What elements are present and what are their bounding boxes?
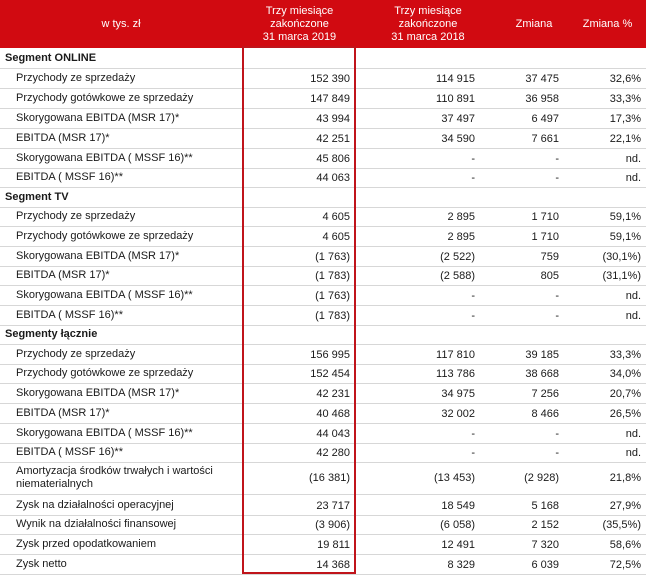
row-label: Skorygowana EBITDA (MSR 17)* — [16, 250, 180, 262]
value-q1-2018: 32 002 — [441, 407, 475, 420]
table-row — [0, 515, 646, 535]
value-q1-2018: 12 491 — [441, 538, 475, 551]
table-header — [0, 0, 646, 48]
section-row — [0, 325, 646, 345]
value-q1-2018: 37 497 — [441, 112, 475, 125]
value-q1-2019: 14 368 — [316, 558, 350, 571]
value-q1-2019: 19 811 — [317, 538, 350, 551]
section-row — [0, 49, 646, 69]
value-change-pct: 33,3% — [609, 348, 641, 361]
value-change: - — [555, 171, 559, 184]
table-row — [0, 345, 646, 365]
section-title: Segment TV — [5, 191, 69, 203]
section-title: Segmenty łącznie — [5, 328, 98, 340]
value-change: 8 466 — [531, 407, 559, 420]
value-q1-2019: 156 995 — [310, 348, 350, 361]
value-change-pct: 72,5% — [609, 558, 641, 571]
value-change: - — [555, 427, 559, 440]
header-change: Zmiana — [515, 17, 553, 30]
table-row — [0, 424, 646, 444]
value-q1-2018: 110 891 — [436, 92, 475, 105]
value-change: 7 256 — [531, 387, 559, 400]
table-row — [0, 364, 646, 384]
value-change-pct: (35,5%) — [602, 518, 641, 531]
value-q1-2019: 42 280 — [316, 446, 350, 459]
value-q1-2018: 8 329 — [447, 558, 475, 571]
value-change: 37 475 — [525, 72, 559, 85]
value-q1-2019: 152 390 — [310, 72, 350, 85]
header-change-pct: Zmiana % — [582, 17, 633, 30]
table-row — [0, 69, 646, 89]
value-q1-2018: - — [471, 446, 475, 459]
value-q1-2019: (1 783) — [315, 269, 350, 282]
value-q1-2019: 4 605 — [322, 230, 350, 243]
value-change-pct: 17,3% — [609, 112, 641, 125]
table-row — [0, 247, 646, 267]
row-label: Amortyzacja środków trwałych i wartości niematerialnych — [16, 465, 213, 490]
table-row — [0, 266, 646, 286]
value-q1-2019: 152 454 — [310, 367, 350, 380]
value-change: 36 958 — [525, 92, 559, 105]
table-row — [0, 443, 646, 463]
table-row — [0, 227, 646, 247]
value-change-pct: 59,1% — [609, 230, 641, 243]
value-change-pct: 58,6% — [609, 538, 641, 551]
value-change-pct: 26,5% — [609, 407, 641, 420]
value-q1-2019: 44 063 — [316, 171, 350, 184]
value-q1-2019: 45 806 — [316, 152, 350, 165]
value-q1-2018: - — [471, 171, 475, 184]
value-q1-2019: (1 783) — [315, 309, 350, 322]
row-label: Przychody gotówkowe ze sprzedaży — [16, 367, 194, 379]
value-change-pct: 22,1% — [609, 132, 641, 145]
value-q1-2018: - — [471, 152, 475, 165]
value-q1-2018: 34 590 — [441, 132, 475, 145]
row-label: EBITDA (MSR 17)* — [16, 407, 110, 419]
value-change-pct: nd. — [625, 152, 641, 165]
value-change-pct: 34,0% — [609, 367, 641, 380]
value-q1-2019: 42 251 — [316, 132, 350, 145]
row-label: Przychody ze sprzedaży — [16, 210, 136, 222]
value-change: 6 039 — [531, 558, 559, 571]
value-q1-2019: 23 717 — [316, 499, 350, 512]
value-change: - — [555, 309, 559, 322]
value-q1-2018: - — [471, 427, 475, 440]
value-q1-2019: (3 906) — [315, 518, 350, 531]
row-label: Zysk przed opodatkowaniem — [16, 538, 157, 550]
value-change: 759 — [540, 250, 559, 263]
table-row — [0, 286, 646, 306]
row-label: EBITDA ( MSSF 16)** — [16, 171, 123, 183]
table-row — [0, 555, 646, 575]
row-label: Zysk netto — [16, 558, 67, 570]
header-q1-2019: Trzy miesiące zakończone 31 marca 2019 — [262, 4, 337, 43]
row-label: EBITDA ( MSSF 16)** — [16, 309, 123, 321]
value-change: 1 710 — [531, 210, 559, 223]
value-change: 805 — [540, 269, 559, 282]
value-change-pct: nd. — [625, 171, 641, 184]
value-change: 6 497 — [531, 112, 559, 125]
table-row — [0, 149, 646, 169]
value-q1-2019: (16 381) — [309, 472, 350, 484]
value-change-pct: 20,7% — [609, 387, 641, 400]
value-change-pct: 32,6% — [609, 72, 641, 85]
value-change: 7 661 — [531, 132, 559, 145]
value-q1-2019: (1 763) — [315, 289, 350, 302]
section-title: Segment ONLINE — [5, 52, 97, 64]
row-label: Przychody ze sprzedaży — [16, 72, 136, 84]
table-row — [0, 384, 646, 404]
section-row — [0, 188, 646, 208]
value-change-pct: nd. — [625, 309, 641, 322]
value-q1-2019: 44 043 — [316, 427, 350, 440]
value-q1-2018: (13 453) — [434, 472, 475, 484]
row-label: Skorygowana EBITDA ( MSSF 16)** — [16, 289, 193, 301]
row-label: Skorygowana EBITDA ( MSSF 16)** — [16, 152, 193, 164]
value-change: 38 668 — [525, 367, 559, 380]
value-q1-2018: 2 895 — [447, 230, 475, 243]
row-label: Przychody gotówkowe ze sprzedaży — [16, 92, 194, 104]
value-q1-2018: (2 522) — [440, 250, 475, 263]
value-q1-2019: 42 231 — [316, 387, 350, 400]
table-row — [0, 129, 646, 149]
row-label: Skorygowana EBITDA ( MSSF 16)** — [16, 427, 193, 439]
table-row — [0, 462, 646, 495]
value-q1-2018: - — [471, 289, 475, 302]
value-change: - — [555, 152, 559, 165]
table-row — [0, 306, 646, 326]
table-row — [0, 404, 646, 424]
value-q1-2019: 4 605 — [322, 210, 350, 223]
row-label: Zysk na działalności operacyjnej — [16, 499, 174, 511]
value-change-pct: (30,1%) — [602, 250, 641, 263]
value-change: 5 168 — [531, 499, 559, 512]
row-label: EBITDA (MSR 17)* — [16, 269, 110, 281]
value-q1-2018: 114 915 — [436, 72, 475, 85]
table-row — [0, 207, 646, 227]
value-change-pct: 21,8% — [609, 472, 641, 484]
value-q1-2019: (1 763) — [315, 250, 350, 263]
table-row — [0, 168, 646, 188]
value-q1-2018: 18 549 — [441, 499, 475, 512]
row-label: EBITDA (MSR 17)* — [16, 132, 110, 144]
row-label: Przychody ze sprzedaży — [16, 348, 136, 360]
value-change-pct: 27,9% — [609, 499, 641, 512]
header-q1-2018: Trzy miesiące zakończone 31 marca 2018 — [391, 4, 465, 43]
table-row — [0, 535, 646, 555]
row-label: Skorygowana EBITDA (MSR 17)* — [16, 112, 180, 124]
table-row — [0, 89, 646, 109]
value-change: 7 320 — [531, 538, 559, 551]
value-q1-2019: 40 468 — [316, 407, 350, 420]
value-q1-2018: 117 810 — [436, 348, 475, 361]
row-label: EBITDA ( MSSF 16)** — [16, 446, 123, 458]
value-change: 2 152 — [531, 518, 559, 531]
value-change-pct: 33,3% — [609, 92, 641, 105]
value-q1-2018: (6 058) — [440, 518, 475, 531]
value-change-pct: (31,1%) — [602, 269, 641, 282]
row-label: Wynik na działalności finansowej — [16, 518, 177, 530]
value-q1-2018: - — [471, 309, 475, 322]
table-row — [0, 496, 646, 516]
value-q1-2018: (2 588) — [440, 269, 475, 282]
value-q1-2019: 147 849 — [310, 92, 350, 105]
value-q1-2018: 34 975 — [441, 387, 475, 400]
table-row — [0, 109, 646, 129]
value-change: 1 710 — [531, 230, 559, 243]
value-q1-2018: 2 895 — [447, 210, 475, 223]
value-change-pct: nd. — [625, 427, 641, 440]
value-change: - — [555, 289, 559, 302]
value-q1-2018: 113 786 — [436, 367, 475, 380]
value-change-pct: nd. — [625, 446, 641, 459]
value-change: 39 185 — [525, 348, 559, 361]
value-change: (2 928) — [524, 472, 559, 484]
value-change-pct: 59,1% — [609, 210, 641, 223]
value-change-pct: nd. — [625, 289, 641, 302]
header-label: w tys. zł — [101, 17, 141, 30]
value-q1-2019: 43 994 — [316, 112, 350, 125]
value-change: - — [555, 446, 559, 459]
row-label: Przychody gotówkowe ze sprzedaży — [16, 230, 194, 242]
row-label: Skorygowana EBITDA (MSR 17)* — [16, 387, 180, 399]
